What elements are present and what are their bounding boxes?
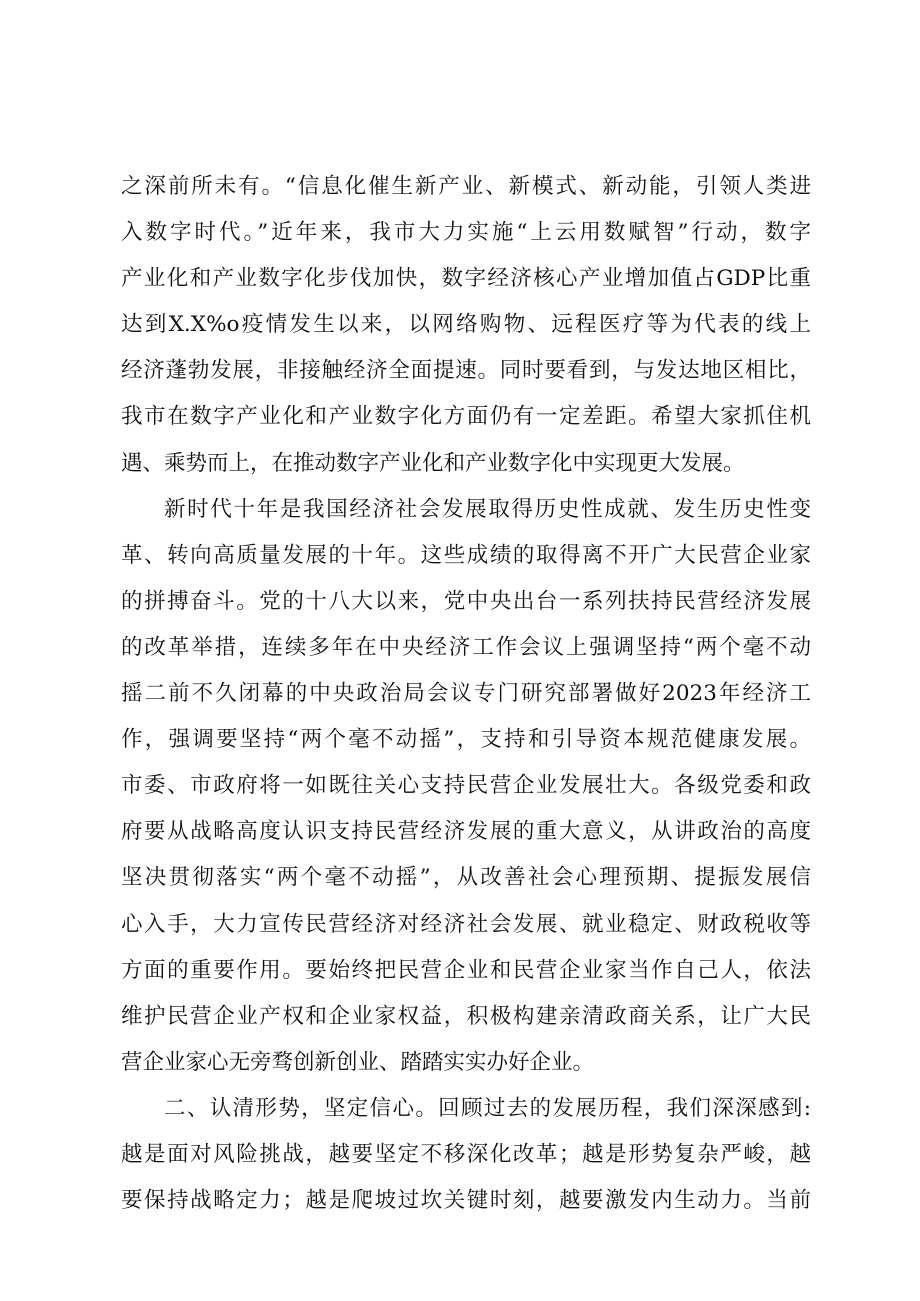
text-line: 之深前所未有。“信息化催生新产业、新模式、新动能，引领人类进 <box>121 174 811 199</box>
text-line: 市委、市政府将一如既往关心支持民营企业发展壮大。各级党委和政 <box>121 773 811 799</box>
body-text <box>121 164 811 1224</box>
paragraph-first-line: 新时代十年是我国经济社会发展取得历史性成就、发生历史性变 <box>164 496 811 522</box>
text-line: 心入手，大力宣传民营经济对经济社会发展、就业稳定、财政税收等 <box>121 911 811 937</box>
text-line: 方面的重要作用。要始终把民营企业和民营企业家当作自己人，依法 <box>121 957 811 983</box>
text-line: 维护民营企业产权和企业家权益，积极构建亲清政商关系，让广大民 <box>121 1003 811 1029</box>
text-line: 的拼搏奋斗。党的十八大以来，党中央出台一系列扶持民营经济发展 <box>121 588 811 614</box>
text-line: 摇二前不久闭幕的中央政治局会议专门研究部署做好2023年经济工 <box>121 681 811 707</box>
text-line: 要保持战略定力；越是爬坡过坎关键时刻，越要激发内生动力。当前 <box>121 1188 811 1214</box>
paragraph-end-line: 营企业家心无旁骛创新创业、踏踏实实办好企业。 <box>121 1049 595 1075</box>
text-line: 我市在数字产业化和产业数字化方面仍有一定差距。希望大家抓住机 <box>121 404 811 430</box>
text-line: 作，强调要坚持“两个毫不动摇”，支持和引导资本规范健康发展。 <box>121 727 811 753</box>
text-line: 越是面对风险挑战，越要坚定不移深化改革；越是形势复杂严峻，越 <box>121 1141 811 1167</box>
text-line: 坚决贯彻落实“两个毫不动摇”，从改善社会心理预期、提振发展信 <box>121 865 811 891</box>
text-line: 经济蓬勃发展，非接触经济全面提速。同时要看到，与发达地区相比， <box>121 358 811 384</box>
text-line: 府要从战略高度认识支持民营经济发展的重大意义，从讲政治的高度 <box>121 819 811 845</box>
text-line: 革、转向高质量发展的十年。这些成绩的取得离不开广大民营企业家 <box>121 542 811 568</box>
text-line: 达到X.X%o疫情发生以来，以网络购物、远程医疗等为代表的线上 <box>121 312 811 338</box>
text-line: 的改革举措，连续多年在中央经济工作会议上强调坚持“两个毫不动 <box>121 634 811 660</box>
text-line: 入数字时代。”近年来，我市大力实施“上云用数赋智”行动，数字 <box>121 220 811 246</box>
text-line: 产业化和产业数字化步伐加快，数字经济核心产业增加值占GDP比重 <box>121 266 811 292</box>
paragraph-end-line: 遇、乘势而上，在推动数字产业化和产业数字化中实现更大发展。 <box>121 450 745 476</box>
section-heading-line: 二、认清形势，坚定信心。回顾过去的发展历程，我们深深感到: <box>164 1095 811 1121</box>
